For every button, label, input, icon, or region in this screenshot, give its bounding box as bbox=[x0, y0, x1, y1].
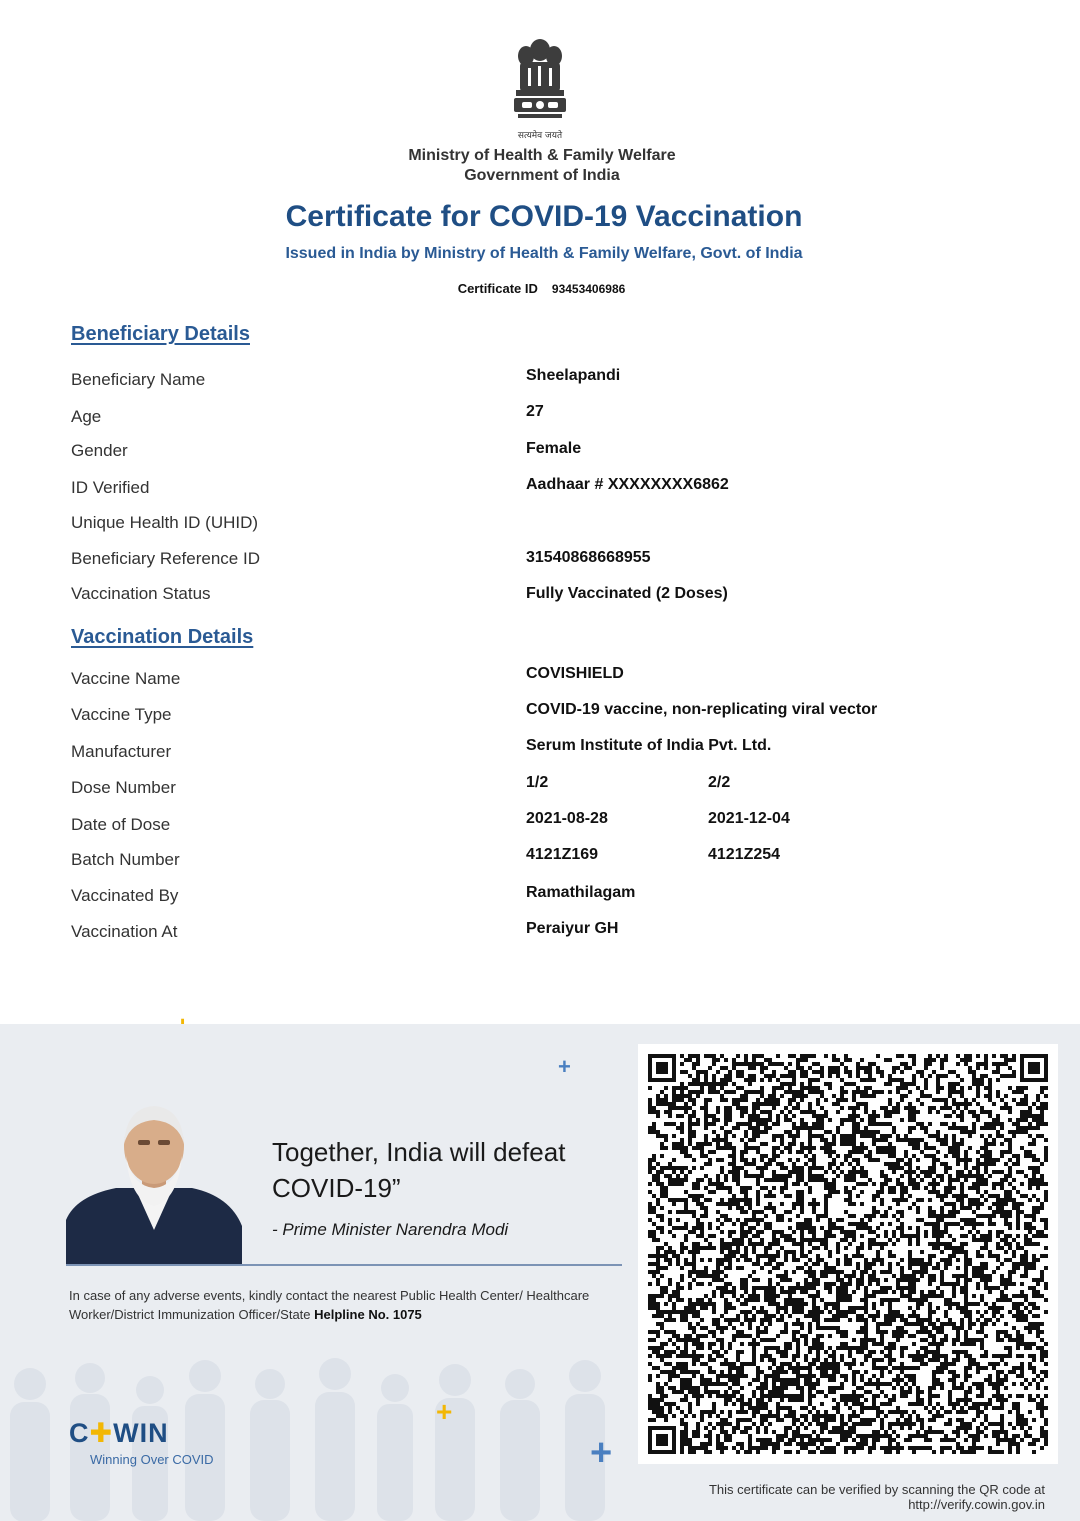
ministry-name bbox=[0, 146, 1080, 186]
dose-number-value-1: 1/2 bbox=[526, 774, 549, 791]
beneficiary-name-label: Beneficiary Name bbox=[71, 370, 206, 389]
quote-attribution: - Prime Minister Narendra Modi bbox=[272, 1220, 509, 1239]
vaccination-at-label: Vaccination At bbox=[71, 922, 178, 941]
ministry-line2: Government of India bbox=[464, 167, 620, 184]
age-label: Age bbox=[71, 407, 102, 426]
certificate-id bbox=[0, 281, 1080, 296]
verify-line1: This certificate can be verified by scanning the QR code at bbox=[708, 1482, 1045, 1497]
certificate-id-value: 93453406986 bbox=[551, 282, 626, 296]
beneficiary-section-title: Beneficiary Details bbox=[71, 323, 250, 345]
vaccine-name-value: COVISHIELD bbox=[526, 665, 624, 682]
verification-note bbox=[640, 1482, 1045, 1512]
cowin-logo-c: C bbox=[69, 1418, 90, 1448]
vaccine-type-label: Vaccine Type bbox=[71, 705, 172, 724]
age-value: 27 bbox=[526, 403, 544, 420]
certificate-subtitle: Issued in India by Ministry of Health & Family Welfare, Govt. of India bbox=[285, 245, 803, 262]
uhid-label: Unique Health ID (UHID) bbox=[71, 513, 259, 532]
vaccination-at-value: Peraiyur GH bbox=[526, 920, 619, 937]
vaccination-status-value: Fully Vaccinated (2 Doses) bbox=[526, 585, 728, 602]
vaccine-type-value: COVID-19 vaccine, non-replicating viral vector bbox=[526, 701, 878, 718]
batch-number-value-1: 4121Z169 bbox=[526, 846, 599, 863]
cowin-logo bbox=[69, 1418, 169, 1449]
vaccinated-by-value: Ramathilagam bbox=[526, 884, 636, 901]
helpline-number: Helpline No. 1075 bbox=[314, 1307, 422, 1322]
certificate-footer bbox=[0, 1024, 1080, 1521]
plus-icon: + bbox=[590, 1432, 613, 1474]
dose-number-label: Dose Number bbox=[71, 778, 176, 797]
cowin-tagline: Winning Over COVID bbox=[90, 1452, 214, 1467]
dose-number-value-2: 2/2 bbox=[708, 774, 731, 791]
pm-quote: Together, India will defeat COVID-19” bbox=[272, 1137, 566, 1203]
emblem-motto: सत्यमेव जयते bbox=[517, 131, 563, 141]
national-emblem-icon bbox=[508, 36, 572, 128]
certificate-id-label: Certificate ID bbox=[457, 281, 538, 296]
vaccinated-by-label: Vaccinated By bbox=[71, 886, 179, 905]
manufacturer-label: Manufacturer bbox=[71, 742, 172, 761]
batch-number-value-2: 4121Z254 bbox=[708, 846, 781, 863]
reference-id-value: 31540868668955 bbox=[526, 549, 651, 566]
date-of-dose-value-2: 2021-12-04 bbox=[708, 810, 790, 827]
date-of-dose-label: Date of Dose bbox=[71, 815, 171, 834]
plus-icon: + bbox=[558, 1054, 571, 1079]
gender-value: Female bbox=[526, 440, 582, 457]
helpline-text: In case of any adverse events, kindly contact the nearest Public Health Center/ Healthcare Worker/District Immunization Officer/State bbox=[69, 1288, 590, 1322]
helpline-notice bbox=[69, 1286, 609, 1324]
qr-code bbox=[648, 1054, 1048, 1454]
vaccination-status-label: Vaccination Status bbox=[71, 584, 211, 603]
beneficiary-name-value: Sheelapandi bbox=[526, 367, 621, 384]
cowin-logo-o: ✚ bbox=[89, 1418, 114, 1448]
verify-line2: http://verify.cowin.gov.in bbox=[908, 1497, 1045, 1512]
vaccine-name-label: Vaccine Name bbox=[71, 669, 181, 688]
id-verified-label: ID Verified bbox=[71, 478, 150, 497]
gender-label: Gender bbox=[71, 441, 128, 460]
vaccination-section-title: Vaccination Details bbox=[71, 626, 254, 648]
prime-minister-photo bbox=[66, 1100, 242, 1266]
manufacturer-value: Serum Institute of India Pvt. Ltd. bbox=[526, 737, 772, 754]
qr-code-card bbox=[638, 1044, 1058, 1464]
cowin-logo-rest: WIN bbox=[113, 1418, 169, 1448]
certificate-title: Certificate for COVID-19 Vaccination bbox=[285, 200, 803, 233]
ministry-line1: Ministry of Health & Family Welfare bbox=[408, 147, 676, 164]
date-of-dose-value-1: 2021-08-28 bbox=[526, 810, 608, 827]
reference-id-label: Beneficiary Reference ID bbox=[71, 549, 260, 568]
plus-icon: + bbox=[436, 1396, 453, 1427]
footer-divider bbox=[66, 1264, 622, 1266]
id-verified-value: Aadhaar # XXXXXXXX6862 bbox=[526, 476, 729, 493]
batch-number-label: Batch Number bbox=[71, 850, 180, 869]
